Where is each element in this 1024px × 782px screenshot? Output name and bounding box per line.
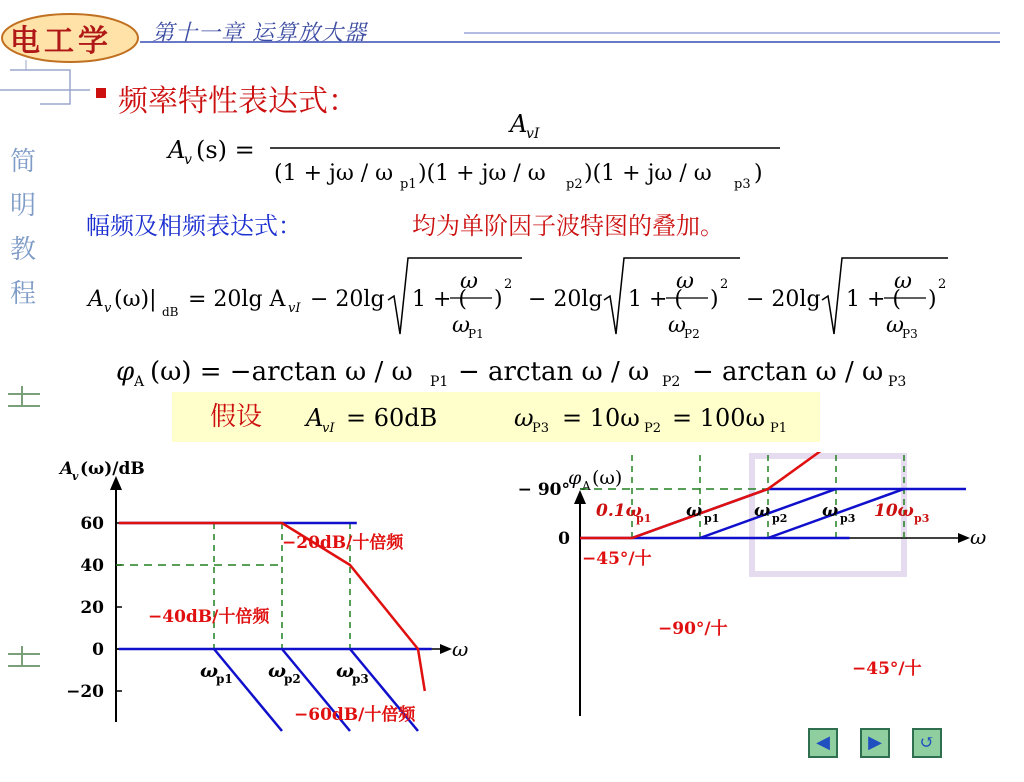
formula-text: A	[510, 110, 528, 138]
chevron-left-icon: ◀	[816, 732, 830, 753]
x-tick-sub: p1	[216, 672, 233, 686]
return-icon: ↺	[919, 732, 935, 753]
formula-sub: P3	[888, 374, 907, 390]
formula-text: (ω) = −arctan ω / ω	[150, 357, 413, 387]
x-tick-sub: p1	[636, 512, 652, 525]
formula-sub: dB	[162, 305, 179, 319]
formula-sub: P3	[532, 421, 550, 436]
formula-text: )(1 + jω / ω	[418, 161, 546, 186]
formula-text: = 100ω	[672, 404, 766, 432]
y-axis-label-sub: v	[72, 470, 79, 483]
formula-text: 1 + (	[412, 287, 467, 312]
formula-text: φ	[116, 357, 135, 387]
x-tick-sub: p2	[284, 672, 301, 686]
slope-annotation: −45°/十	[852, 659, 922, 679]
formula-text: )	[928, 287, 937, 312]
formula-text: − 20lg	[528, 287, 603, 312]
formula-text: ω	[668, 313, 686, 338]
formula-text: = 60dB	[346, 404, 438, 432]
slope-annotation: −20dB/十倍频	[282, 533, 404, 553]
formula-text: − 20lg	[746, 287, 821, 312]
y-tick-label: −20	[66, 682, 104, 702]
return-button[interactable]	[912, 728, 942, 758]
formula-sub: vI	[322, 421, 335, 436]
formula-text: − arctan ω / ω	[692, 357, 884, 387]
x-tick-label: ω	[686, 501, 703, 521]
x-tick-sub: p3	[840, 512, 856, 525]
transfer-function-formula	[160, 110, 800, 194]
slope-annotation: −60dB/十倍频	[294, 705, 416, 725]
formula-sub: P2	[684, 327, 700, 341]
formula-sub: 2	[938, 277, 947, 292]
mag-term-p2	[528, 258, 740, 341]
formula-text: A	[88, 287, 104, 312]
formula-text: (1 + jω / ω	[274, 161, 394, 186]
formula-sub: P1	[430, 374, 449, 390]
formula-text: ω	[894, 269, 912, 294]
formula-sub: P2	[644, 421, 662, 436]
formula-sub: vI	[288, 301, 301, 316]
mag-phase-label: 幅频及相频表达式：	[86, 212, 302, 240]
formula-text: )	[710, 287, 719, 312]
formula-text: = 20lg A	[188, 287, 286, 312]
formula-text: = 10ω	[562, 404, 640, 432]
prev-slide-button[interactable]	[808, 728, 838, 758]
x-tick-label: ω	[754, 501, 771, 521]
formula-text: )	[754, 161, 763, 186]
x-tick-sub: p3	[914, 512, 930, 525]
mag-term-p1	[310, 258, 522, 341]
magnitude-bode-chart	[50, 452, 480, 752]
formula-text: ω	[460, 269, 478, 294]
formula-text: )(1 + jω / ω	[584, 161, 712, 186]
x-tick-label: ω	[822, 501, 839, 521]
formula-sub: p2	[566, 177, 583, 192]
x-tick-sub: p2	[772, 512, 788, 525]
x-tick-sub: p3	[352, 672, 369, 686]
formula-text: (s) =	[196, 136, 255, 164]
x-tick-sub: p1	[704, 512, 720, 525]
formula-text: − 20lg	[310, 287, 385, 312]
formula-sub: p1	[400, 177, 417, 192]
formula-sub: P1	[468, 327, 484, 341]
side-char: 明	[10, 191, 37, 221]
assumption-label: 假设	[210, 402, 263, 432]
chevron-right-icon: ▶	[868, 732, 882, 753]
bullet-square	[96, 88, 106, 98]
formula-sub: vI	[526, 126, 540, 142]
x-tick-label: 0.1ω	[596, 501, 642, 521]
y-tick-label: 40	[80, 556, 104, 576]
magnitude-formula	[82, 250, 982, 346]
formula-text: A	[306, 404, 324, 432]
side-vertical-title	[10, 140, 37, 316]
formula-text: 1 + (	[628, 287, 683, 312]
side-char: 程	[10, 279, 37, 309]
formula-sub: 2	[504, 277, 513, 292]
app-logo: 电工学	[10, 24, 112, 59]
formula-sub: p3	[734, 177, 751, 192]
y-axis-label-rest: (ω)/dB	[80, 459, 145, 479]
formula-text: ω	[676, 269, 694, 294]
y-axis-label-rest: (ω)	[592, 467, 623, 489]
x-tick-label: ω	[336, 660, 355, 682]
side-char: 教	[10, 235, 37, 265]
formula-text: )	[494, 287, 503, 312]
y-tick-label: 20	[80, 598, 104, 618]
y-axis-label-sub: A	[582, 479, 591, 493]
mag-term-p3	[746, 258, 948, 341]
x-tick-label: ω	[268, 660, 287, 682]
formula-sub: A	[134, 374, 145, 390]
y-tick-label: − 90°	[517, 479, 570, 500]
superposition-note: 均为单阶因子波特图的叠加。	[412, 212, 724, 240]
formula-text: ω	[886, 313, 904, 338]
next-slide-button[interactable]	[860, 728, 890, 758]
formula-sub: P3	[902, 327, 918, 341]
formula-sub: v	[184, 152, 192, 168]
side-char: 简	[10, 147, 37, 177]
formula-sub: v	[104, 301, 112, 316]
formula-text: ω	[514, 404, 534, 432]
slope-annotation: −45°/十	[582, 549, 652, 569]
y-tick-label: 0	[92, 640, 104, 660]
y-tick-label: 60	[80, 514, 104, 534]
formula-text: (ω)|	[114, 287, 157, 312]
y-axis-label: A	[60, 459, 74, 479]
chapter-title: 第十一章 运算放大器	[152, 21, 367, 46]
y-tick-label: 0	[558, 529, 570, 549]
x-axis-arrow	[440, 644, 452, 654]
y-axis-label: φ	[568, 467, 582, 489]
assumption-formula	[300, 396, 820, 440]
phase-bode-chart	[496, 452, 1006, 732]
x-axis-label: ω	[970, 525, 987, 549]
section-title: 频率特性表达式：	[118, 84, 358, 119]
total-response-line	[580, 452, 1006, 538]
x-axis-label: ω	[452, 637, 469, 661]
formula-text: A	[168, 136, 186, 164]
formula-text: ω	[452, 313, 470, 338]
formula-sub: 2	[720, 277, 729, 292]
x-tick-label: ω	[200, 660, 219, 682]
slope-annotation: −90°/十	[658, 619, 728, 639]
phase-formula	[112, 348, 932, 392]
formula-sub: P2	[662, 374, 681, 390]
x-tick-label: 10ω	[874, 501, 914, 521]
formula-sub: P1	[770, 421, 788, 436]
formula-text: 1 + (	[846, 287, 901, 312]
slope-annotation: −40dB/十倍频	[148, 607, 270, 627]
x-axis-arrow	[958, 533, 970, 543]
formula-text: − arctan ω / ω	[458, 357, 650, 387]
